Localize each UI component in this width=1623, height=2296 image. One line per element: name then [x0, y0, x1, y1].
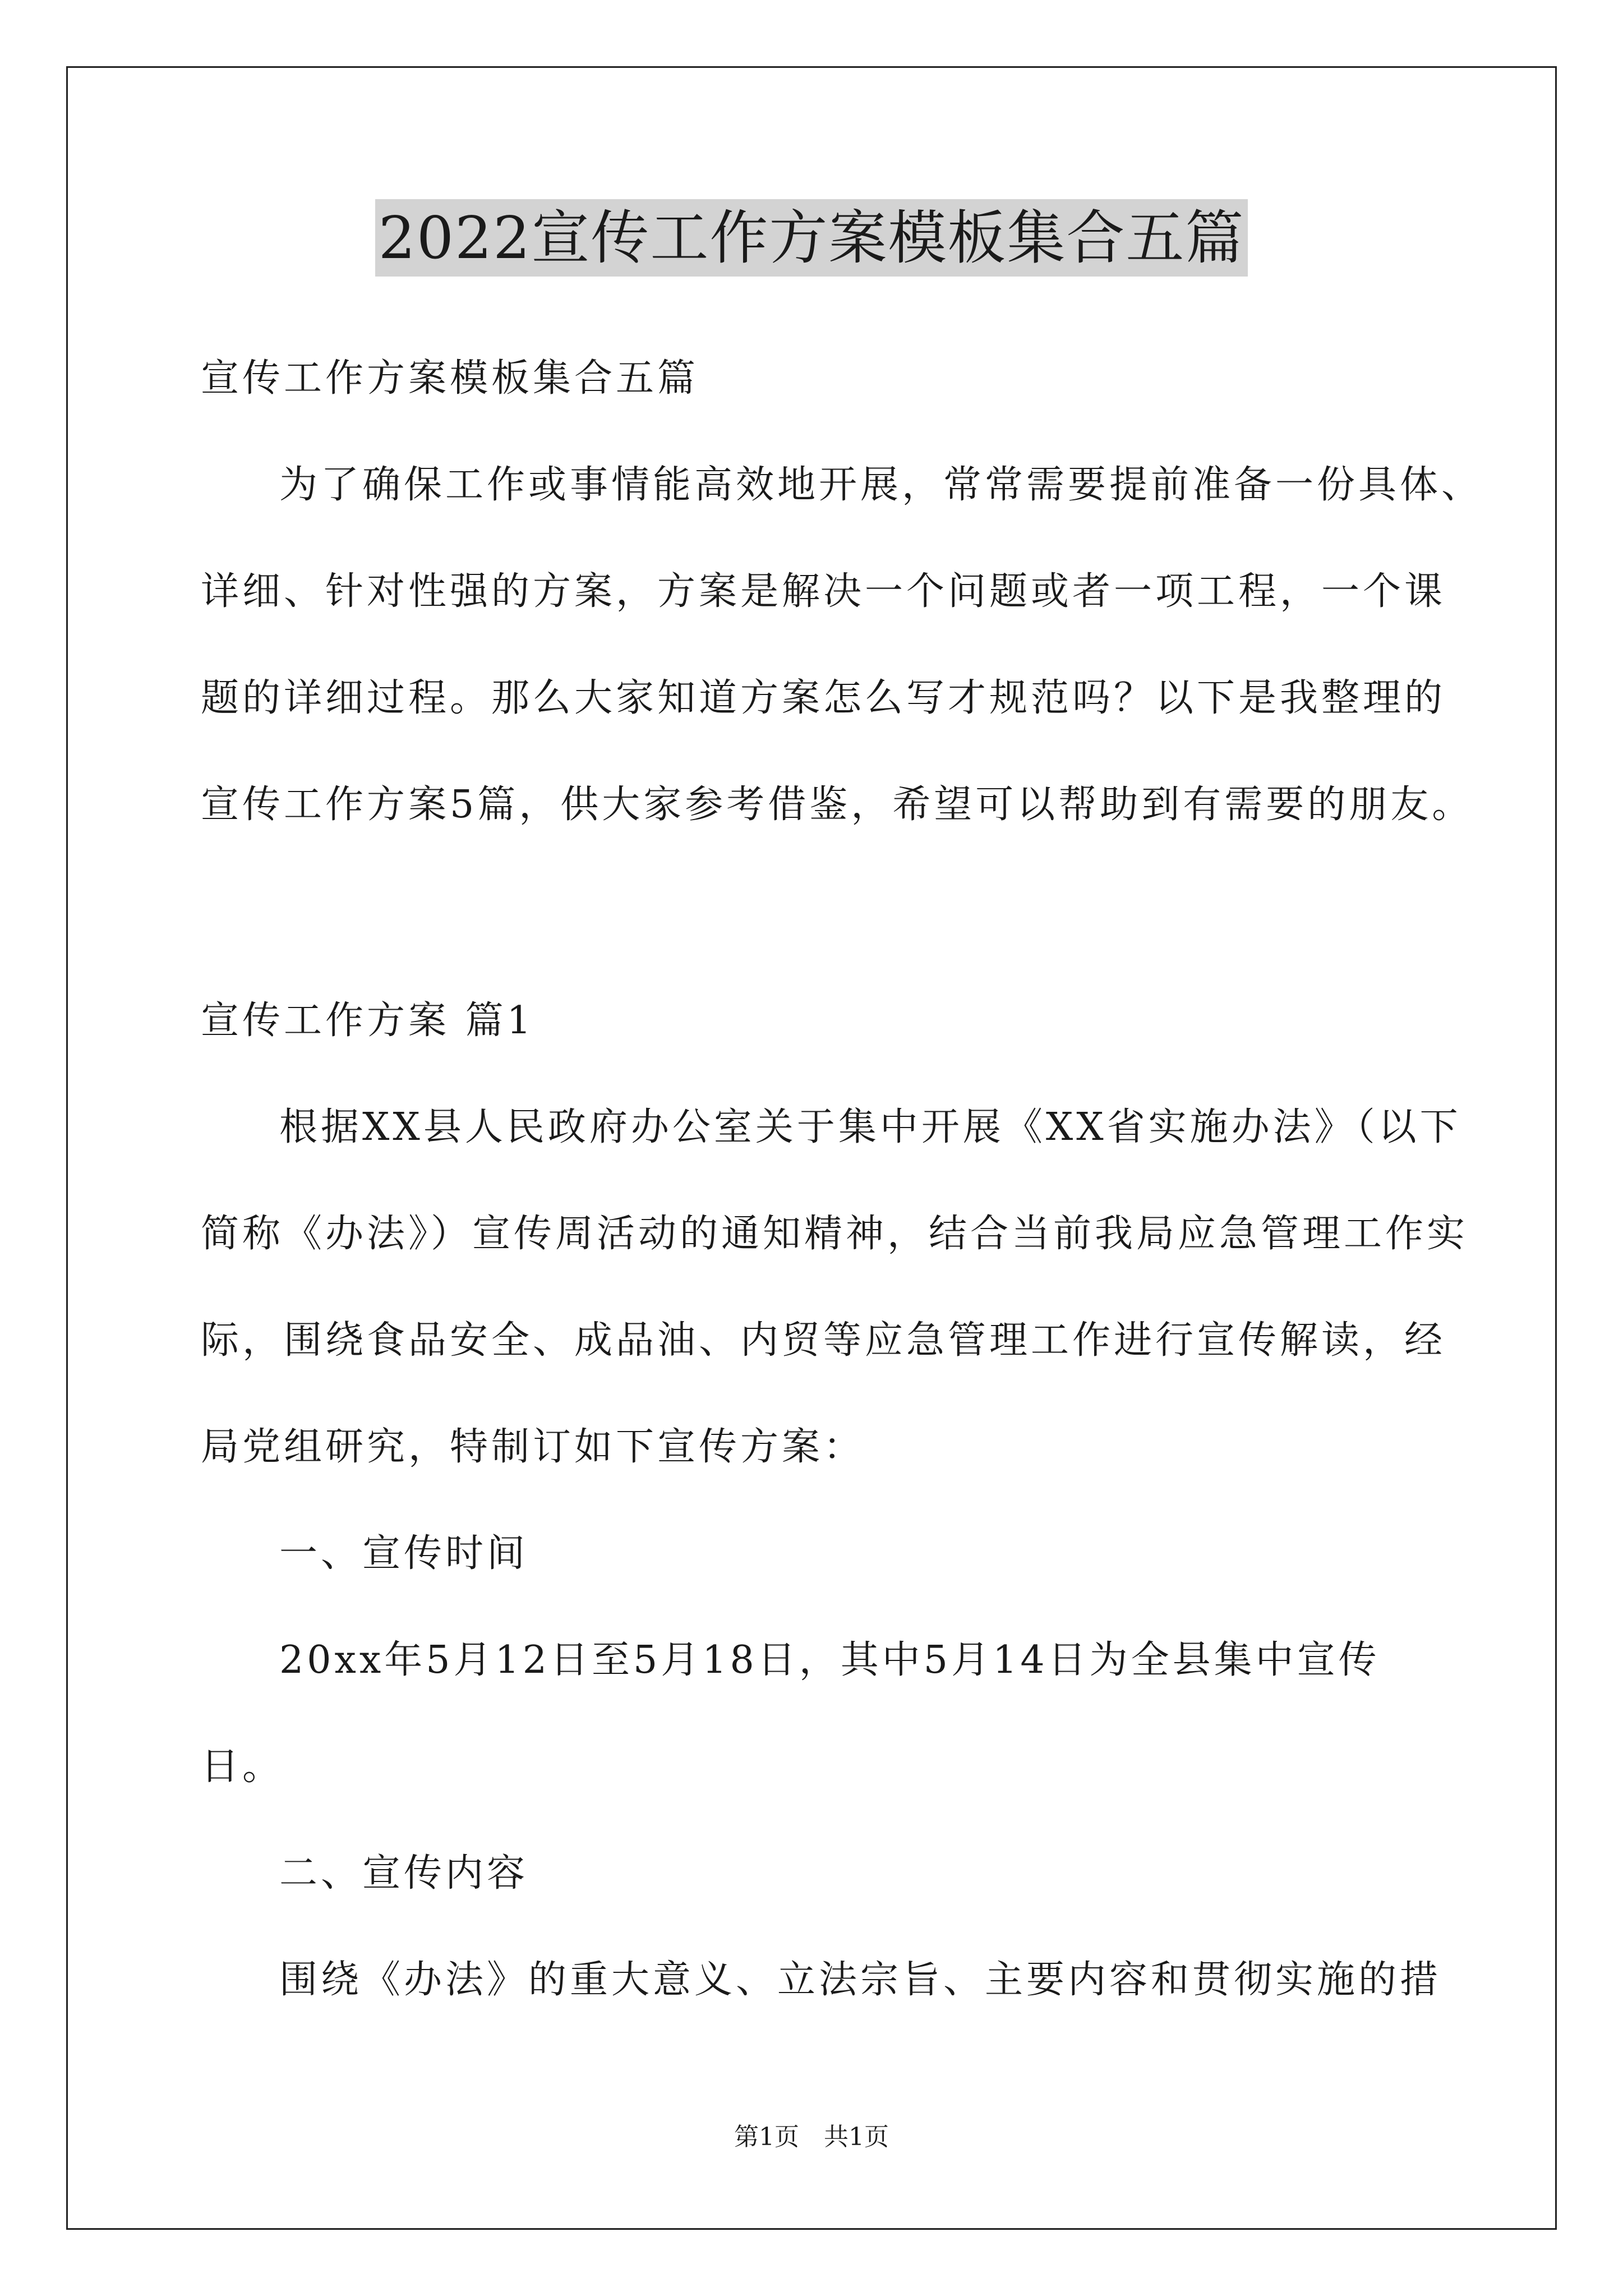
document-title: 2022宣传工作方案模板集合五篇 — [375, 199, 1248, 277]
section-heading: 宣传工作方案 篇1 — [201, 999, 534, 1043]
body-line: 根据XX县人民政府办公室关于集中开展《XX省实施办法》（以下 — [279, 1105, 1461, 1149]
title-container — [0, 199, 1623, 277]
body-line: 局党组研究，特制订如下宣传方案： — [201, 1425, 865, 1469]
intro-line: 宣传工作方案5篇，供大家参考借鉴，希望可以帮助到有需要的朋友。 — [201, 783, 1474, 827]
page-footer: 第1页 共1页 — [734, 2123, 889, 2151]
body-line: 20xx年5月12日至5月18日，其中5月14日为全县集中宣传 — [279, 1638, 1380, 1682]
intro-line: 题的详细过程。那么大家知道方案怎么写才规范吗？以下是我整理的 — [201, 676, 1446, 720]
body-line: 围绕《办法》的重大意义、立法宗旨、主要内容和贯彻实施的措 — [279, 1958, 1442, 2002]
document-subtitle: 宣传工作方案模板集合五篇 — [201, 356, 699, 401]
subheading-time: 一、宣传时间 — [279, 1531, 529, 1576]
intro-line: 为了确保工作或事情能高效地开展，常常需要提前准备一份具体、 — [279, 463, 1483, 507]
body-line: 际，围绕食品安全、成品油、内贸等应急管理工作进行宣传解读，经 — [201, 1318, 1446, 1363]
subheading-content: 二、宣传内容 — [279, 1851, 529, 1895]
body-line: 日。 — [201, 1745, 284, 1789]
intro-line: 详细、针对性强的方案，方案是解决一个问题或者一项工程，一个课 — [201, 569, 1446, 614]
body-line: 简称《办法》）宣传周活动的通知精神，结合当前我局应急管理工作实 — [201, 1212, 1469, 1256]
